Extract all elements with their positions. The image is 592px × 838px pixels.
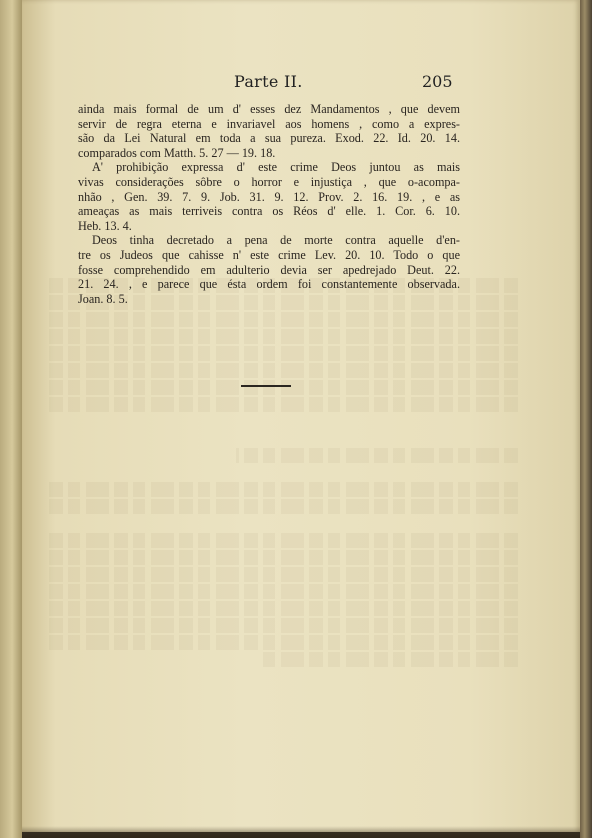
text-line: Joan. 8. 5. bbox=[78, 291, 128, 306]
running-header bbox=[78, 72, 458, 94]
binding-edge bbox=[0, 0, 22, 838]
section-title: Parte II. bbox=[234, 72, 303, 91]
paragraph bbox=[78, 102, 460, 160]
text-line: ainda mais formal de um d' esses dez Mandamentos , que devem bbox=[78, 102, 460, 116]
paragraph bbox=[78, 233, 460, 306]
text-line: tre os Judeos que cahisse n' este crime Lev. 20. 10. Todo o que bbox=[78, 247, 460, 262]
text-line: servir de regra eterna e invariavel aos homens , como a expres- bbox=[78, 116, 460, 131]
text-line: ameaças as mais terriveis contra os Réos d' elle. 1. Cor. 6. 10. bbox=[78, 204, 460, 219]
text-line: comparados com Matth. 5. 27 — 19. 18. bbox=[78, 145, 276, 160]
text-line: vivas considerações sôbre o horror e injustiça , que o-acompa- bbox=[78, 174, 460, 189]
text-line: fosse comprehendido em adulterio devia ser apedrejado Deut. 22. bbox=[78, 262, 460, 277]
page-number: 205 bbox=[422, 72, 453, 91]
section-divider bbox=[241, 385, 291, 387]
bottom-shadow bbox=[22, 826, 580, 838]
body-text bbox=[78, 102, 460, 306]
text-line: A' prohibição expressa d' este crime Deos juntou as mais bbox=[92, 160, 460, 175]
page-edge bbox=[580, 0, 592, 838]
text-line: são da Lei Natural em toda a sua pureza. Exod. 22. Id. 20. 14. bbox=[78, 131, 460, 146]
text-line: nhão , Gen. 39. 7. 9. Job. 31. 9. 12. Prov. 2. 16. 19. , e as bbox=[78, 189, 460, 204]
text-line: 21. 24. , e parece que ésta ordem foi constantemente observada. bbox=[78, 277, 460, 292]
text-line: Deos tinha decretado a pena de morte contra aquelle d'en- bbox=[92, 233, 460, 248]
text-line: Heb. 13. 4. bbox=[78, 218, 132, 233]
paragraph bbox=[78, 160, 460, 233]
